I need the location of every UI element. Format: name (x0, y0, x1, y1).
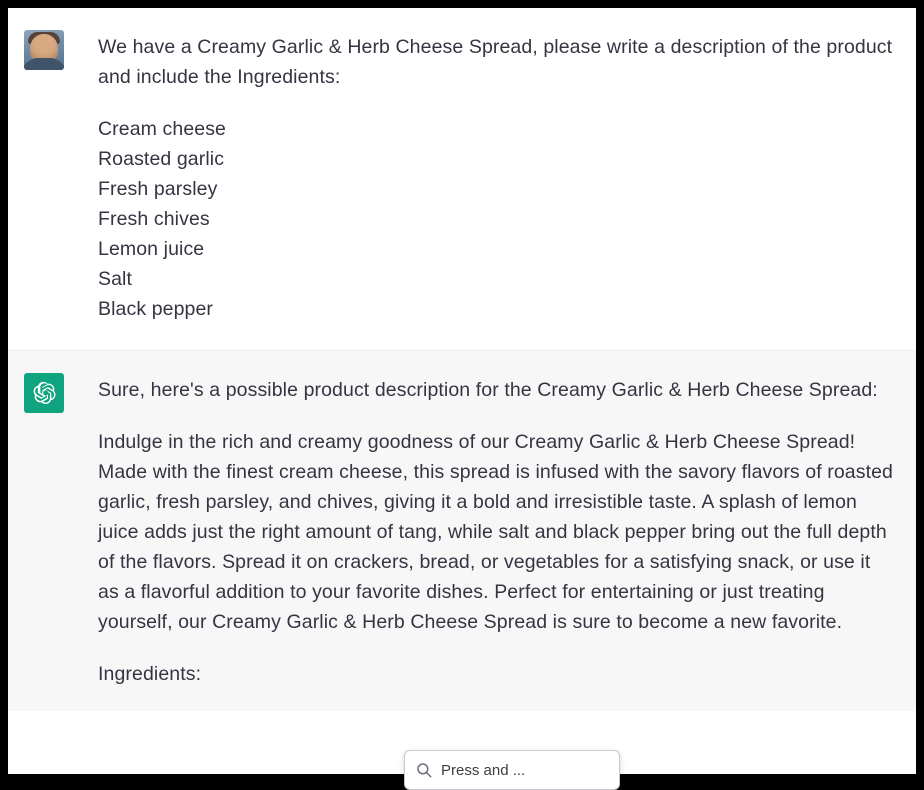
search-popup-text: Press and ... (441, 761, 526, 779)
assistant-message-turn (8, 350, 916, 711)
list-item: Lemon juice (98, 238, 205, 260)
openai-logo-icon (24, 373, 64, 413)
search-icon (415, 761, 433, 779)
assistant-ingredients-heading: Ingredients: (98, 663, 202, 685)
user-message-body (98, 30, 894, 324)
user-avatar-container (24, 30, 64, 70)
user-avatar (24, 30, 64, 70)
assistant-description: Indulge in the rich and creamy goodness of our Creamy Garlic & Herb Cheese Spread! Made with the finest cream cheese, this spread is infused with the savory flavors of roasted garlic, fresh parsley, and chives, giving it a bold and irresistible taste. A splash of lemon juice adds just the right amount of tang, while salt and black pepper bring out the full depth of the flavors. Spread it on crackers, bread, or vegetables for a satisfying snack, or use it as a flavorful addition to your favorite dishes. Perfect for entertaining or just treating yourself, our Creamy Garlic & Herb Cheese Spread is sure to become a new favorite. (98, 431, 893, 633)
user-message-intro: We have a Creamy Garlic & Herb Cheese Spread, please write a description of the product and include the Ingredients: (98, 36, 893, 88)
list-item: Black pepper (98, 298, 214, 320)
list-item: Salt (98, 268, 133, 290)
assistant-avatar-container (24, 373, 64, 413)
assistant-intro: Sure, here's a possible product description for the Creamy Garlic & Herb Cheese Spread: (98, 379, 878, 401)
chat-window (8, 8, 916, 774)
list-item: Fresh chives (98, 208, 210, 230)
search-popup[interactable] (404, 750, 620, 790)
list-item: Cream cheese (98, 118, 227, 140)
list-item: Roasted garlic (98, 148, 225, 170)
avatar-shoulders (24, 58, 64, 70)
assistant-message-body (98, 373, 894, 689)
list-item: Fresh parsley (98, 178, 218, 200)
user-ingredient-list (98, 114, 894, 324)
user-message-turn (8, 8, 916, 350)
